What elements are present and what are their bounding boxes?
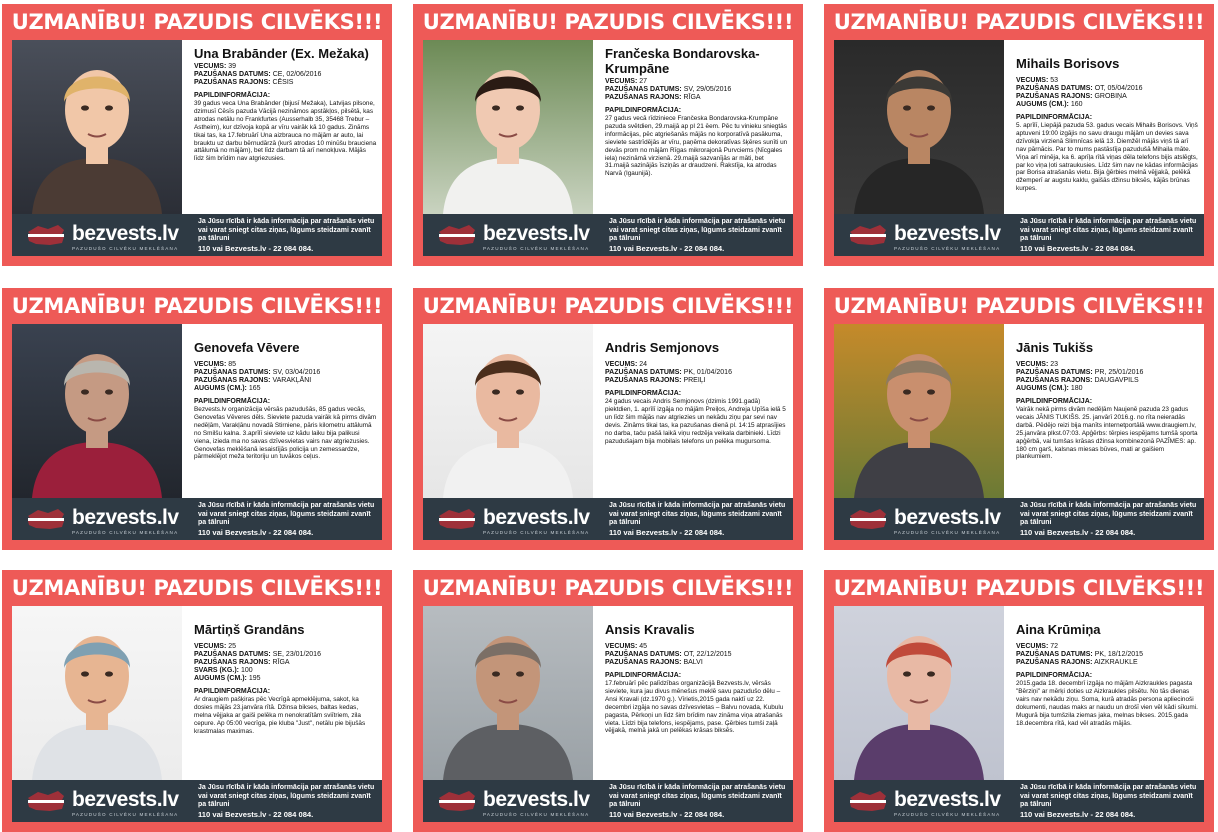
poster-headline: UZMANĪBU! PAZUDIS CILVĒKS!!! — [11, 576, 383, 600]
missing-person-photo — [12, 40, 182, 214]
age-line: VECUMS: 53 — [1016, 77, 1059, 84]
date-line: PAZUŠANAS DATUMS: CE, 02/06/2016 — [194, 71, 322, 78]
contact-phone[interactable]: 110 vai Bezvests.lv - 22 084 084. — [609, 243, 725, 253]
missing-person-photo — [834, 324, 1004, 498]
district-line: PAZUŠANAS RAJONS: RĪGA — [194, 659, 290, 666]
age-line: VECUMS: 27 — [605, 78, 648, 85]
missing-person-poster[interactable] — [2, 288, 392, 550]
brand-name: bezvests.lv — [894, 788, 1001, 811]
poster-footer — [834, 780, 1204, 822]
woman-dark-hair-portrait-icon — [423, 40, 593, 214]
latvia-flag-icon — [437, 224, 477, 246]
poster-headline: UZMANĪBU! PAZUDIS CILVĒKS!!! — [833, 10, 1205, 34]
date-line: PAZUŠANAS DATUMS: SV, 29/05/2016 — [605, 86, 732, 93]
woman-blonde-portrait-icon — [12, 40, 182, 214]
poster-body — [834, 324, 1204, 540]
missing-person-poster[interactable] — [824, 570, 1214, 832]
person-description: Vairāk nekā pirms divām nedēļām Naujenē pazuda 23 gadus vecais JĀNIS TUKIŠS. 25. janvārī 2016.g. no rīta neieradās darbā. Pēdējo reizi bija manīts internetportālā www.draugiem.lv, 25.janvāra plkst.07:03. Apģērbs: tērpies iespējams tumšā sporta apģērbā, vai tumšas krāsas džinsa kombinezonā PAZĪMES: ap. 180 cm garš, kalsnas miesas būves, mati ar gaišiem plankumiem. — [1016, 406, 1198, 461]
info-heading: PAPILDINFORMĀCIJA: — [605, 672, 682, 679]
brand-tagline: PAZUDUŠO CILVĒKU MEKLĒŠANA — [894, 812, 1001, 817]
weight-line: SVARS (KG.): 100 — [194, 667, 253, 674]
missing-person-poster[interactable] — [413, 288, 803, 550]
latvia-flag-icon — [26, 508, 66, 530]
bezvests-logo[interactable] — [844, 786, 1014, 820]
missing-person-photo — [423, 40, 593, 214]
contact-info — [198, 502, 378, 537]
district-line: PAZUŠANAS RAJONS: DAUGAVPILS — [1016, 377, 1139, 384]
date-line: PAZUŠANAS DATUMS: PR, 25/01/2016 — [1016, 369, 1144, 376]
brand-tagline: PAZUDUŠO CILVĒKU MEKLĒŠANA — [72, 530, 179, 535]
person-description: Ar draugiem pašķiras pēc Vecrīgā apmeklējuma, sakot, ka dosies mājās 23.janvāra rītā. Džinsa bikses, baltas kedas, melna vējjaka ar gaiši pelēka m nenokratītām sviītriem, zila cepure. Ap 05:00 vecrīga, pie kluba "Just", netālu pie bijušās krastmalas maximas. — [194, 696, 366, 735]
brand-tagline: PAZUDUŠO CILVĒKU MEKLĒŠANA — [483, 246, 590, 251]
bezvests-logo[interactable] — [433, 786, 603, 820]
elderly-woman-portrait-icon — [12, 324, 182, 498]
bezvests-logo[interactable] — [433, 504, 603, 538]
person-info — [595, 606, 791, 780]
contact-phone[interactable]: 110 vai Bezvests.lv - 22 084 084. — [609, 527, 725, 537]
date-line: PAZUŠANAS DATUMS: OT, 22/12/2015 — [605, 651, 732, 658]
poster-footer — [12, 780, 382, 822]
contact-text: Ja Jūsu rīcībā ir kāda informācija par atrašanās vietu vai varat sniegt citas ziņas, lūgums steidzami zvanīt pa tālruni — [609, 784, 786, 809]
info-heading: PAPILDINFORMĀCIJA: — [194, 398, 271, 405]
person-description: 17.februārī pēc palīdzības organizācijā Bezvests.lv, vērsās sieviete, kura jau divus mēnešus meklē savu pazudušo dēlu – Ansi Kravali (dz.1970 g.). Vīrietis,2015 gada naktī uz 22. decembri izgāja no savas dzīvesvietas – Balvu novada, Kubulu pagasta, Pērkoņi un līdz šim brīdim nav zināma viņa atrašanās vieta. Līdzi bija telefons, iespējams, pase. Ģērbies tumši zaļā vējjakā, melnā jakā un pelēkas krāsas biksēs. — [605, 680, 784, 735]
person-description: 24 gadus vecais Andris Semjonovs (dzimis 1991.gadā) piektdien, 1. aprīlī izgāja no mājām Preiļos, Andreja Upīša ielā 5 un līdz šim mājās nav atgriezies un nekādu ziņu par sevi nav devis. Zināms tikai tas, ka pazušanas dienā pl. 14:15 atprasījies no darba, taču pašā laikā viņu redzēja veikala darbinieki. Līdzi pazudušajam bija mobilais telefons un pelēka mugursoma. — [605, 398, 786, 445]
person-description: 27 gadus vecā rīdziniece Frančeska Bondarovska-Krumpāne pazuda svētdien, 29.maijā ap pl 21 ēem. Pēc tu vinieku sniegtās informācijas, pēc atgriešanās mājās no korporatīvā pasākuma, sieviete sastrīdējās ar vīru, paņēma dekoratīvas šķēres sunīti un devās prom no mājām Rīgas mikrorajonā Purvciems (Nīcgales iela) nezināmā virzienā. 29.maijā sazvanījās ar māti, bet 31.maijā sazinājās īsziņās ar draudzeni. Rakstīja, ka atrodas Narvā (Igaunijā). — [605, 115, 788, 178]
info-heading: PAPILDINFORMĀCIJA: — [605, 390, 682, 397]
contact-phone[interactable]: 110 vai Bezvests.lv - 22 084 084. — [198, 243, 314, 253]
brand-tagline: PAZUDUŠO CILVĒKU MEKLĒŠANA — [483, 530, 590, 535]
person-info — [184, 324, 380, 498]
district-line: PAZUŠANAS RAJONS: CĒSIS — [194, 79, 294, 86]
contact-text: Ja Jūsu rīcībā ir kāda informācija par atrašanās vietu vai varat sniegt citas ziņas, lūgums steidzami zvanīt pa tālruni — [198, 784, 375, 809]
person-info — [184, 606, 380, 780]
contact-info — [609, 502, 789, 537]
latvia-flag-icon — [26, 790, 66, 812]
district-line: PAZUŠANAS RAJONS: VARAKĻĀNI — [194, 377, 312, 384]
latvia-flag-icon — [437, 790, 477, 812]
brand-name: bezvests.lv — [894, 506, 1001, 529]
missing-person-poster[interactable] — [824, 4, 1214, 266]
missing-person-photo — [423, 606, 593, 780]
person-name: Aina Krūmiņa — [1016, 622, 1101, 637]
latvia-flag-icon — [848, 508, 888, 530]
age-line: VECUMS: 45 — [605, 643, 648, 650]
poster-body — [834, 606, 1204, 822]
latvia-flag-icon — [848, 224, 888, 246]
date-line: PAZUŠANAS DATUMS: SV, 03/04/2016 — [194, 369, 321, 376]
contact-text: Ja Jūsu rīcībā ir kāda informācija par atrašanās vietu vai varat sniegt citas ziņas, lūgums steidzami zvanīt pa tālruni — [198, 502, 375, 527]
brand-name: bezvests.lv — [72, 222, 179, 245]
age-line: VECUMS: 72 — [1016, 643, 1059, 650]
missing-person-photo — [12, 324, 182, 498]
contact-info — [1020, 784, 1200, 819]
age-line: VECUMS: 25 — [194, 643, 237, 650]
brand-name: bezvests.lv — [894, 222, 1001, 245]
date-line: PAZUŠANAS DATUMS: PK, 18/12/2015 — [1016, 651, 1143, 658]
info-heading: PAPILDINFORMĀCIJA: — [1016, 114, 1093, 121]
poster-headline: UZMANĪBU! PAZUDIS CILVĒKS!!! — [11, 294, 383, 318]
latvia-flag-icon — [26, 224, 66, 246]
contact-text: Ja Jūsu rīcībā ir kāda informācija par atrašanās vietu vai varat sniegt citas ziņas, lūgums steidzami zvanīt pa tālruni — [1020, 218, 1197, 243]
district-line: PAZUŠANAS RAJONS: BALVI — [605, 659, 703, 666]
bezvests-logo[interactable] — [22, 786, 192, 820]
poster-footer — [12, 498, 382, 540]
poster-headline: UZMANĪBU! PAZUDIS CILVĒKS!!! — [422, 294, 794, 318]
brand-name: bezvests.lv — [72, 506, 179, 529]
poster-footer — [834, 214, 1204, 256]
missing-person-photo — [12, 606, 182, 780]
contact-info — [1020, 218, 1200, 253]
man-beanie-portrait-icon — [12, 606, 182, 780]
age-line: VECUMS: 23 — [1016, 361, 1059, 368]
contact-info — [609, 784, 789, 819]
missing-person-poster[interactable] — [2, 4, 392, 266]
brand-name: bezvests.lv — [72, 788, 179, 811]
latvia-flag-icon — [848, 790, 888, 812]
contact-phone[interactable]: 110 vai Bezvests.lv - 22 084 084. — [1020, 809, 1136, 819]
person-name: Genovefa Vēvere — [194, 340, 300, 355]
bezvests-logo[interactable] — [22, 220, 192, 254]
missing-person-poster[interactable] — [413, 4, 803, 266]
height-line: AUGUMS (CM.): 160 — [1016, 101, 1083, 108]
contact-phone[interactable]: 110 vai Bezvests.lv - 22 084 084. — [1020, 527, 1136, 537]
brand-name: bezvests.lv — [483, 506, 590, 529]
contact-text: Ja Jūsu rīcībā ir kāda informācija par atrašanās vietu vai varat sniegt citas ziņas, lūgums steidzami zvanīt pa tālruni — [198, 218, 375, 243]
age-line: VECUMS: 39 — [194, 63, 237, 70]
bezvests-logo[interactable] — [433, 220, 603, 254]
height-line: AUGUMS (CM.): 195 — [194, 675, 261, 682]
missing-person-poster[interactable] — [824, 288, 1214, 550]
person-name: Una Brabānder (Ex. Mežaka) — [194, 46, 369, 61]
person-name: Frančeska Bondarovska-Krumpāne — [605, 46, 760, 76]
contact-text: Ja Jūsu rīcībā ir kāda informācija par atrašanās vietu vai varat sniegt citas ziņas, lūgums steidzami zvanīt pa tālruni — [1020, 502, 1197, 527]
poster-body — [834, 40, 1204, 256]
poster-body — [423, 40, 793, 256]
poster-body — [12, 606, 382, 822]
person-name: Mihails Borisovs — [1016, 56, 1120, 71]
info-heading: PAPILDINFORMĀCIJA: — [194, 688, 271, 695]
brand-tagline: PAZUDUŠO CILVĒKU MEKLĒŠANA — [894, 530, 1001, 535]
person-description: Bezvests.lv organizācija vērsās pazudušās, 85 gadus vecās, Genovefas Vēveres dēls. Sieviete pazuda vairāk kā pirms divām nedēļām, Varakļānu novadā Stirniene, pāris kilometru attālumā no Smilšu kalna. 3.aprīlī sieviete uz kādu laiku bija palikusi viena, izieda ma no savas dzīvesvietas vairs nav atgriezusies. Genovefas meklēšanā iesaistījās policija un zemessardze, pārmeklējot meža teritoriju un tuvākos ceļus. — [194, 406, 377, 461]
district-line: PAZUŠANAS RAJONS: GROBIŅA — [1016, 93, 1127, 100]
date-line: PAZUŠANAS DATUMS: SE, 23/01/2016 — [194, 651, 321, 658]
poster-headline: UZMANĪBU! PAZUDIS CILVĒKS!!! — [422, 10, 794, 34]
person-name: Jānis Tukišs — [1016, 340, 1094, 355]
missing-person-photo — [423, 324, 593, 498]
person-name: Ansis Kravalis — [605, 622, 695, 637]
poster-footer — [834, 498, 1204, 540]
missing-person-poster[interactable] — [413, 570, 803, 832]
young-man-portrait-icon — [423, 324, 593, 498]
person-info — [1006, 324, 1202, 498]
elderly-woman-red-hair-portrait-icon — [834, 606, 1004, 780]
person-info — [1006, 40, 1202, 214]
man-cap-portrait-icon — [834, 40, 1004, 214]
poster-headline: UZMANĪBU! PAZUDIS CILVĒKS!!! — [833, 576, 1205, 600]
age-line: VECUMS: 85 — [194, 361, 237, 368]
person-description: 39 gadus veca Una Brabānder (bijusī Mežaka), Latvijas pilsone, dzimusī Cēsīs pazuda Vācijā nezināmos apstākļos, pilsētā, kas atrodas netālu no Frankfurtes (Ausserhalb 35, 35468 Trebur – Astheim), kur dzīvoja kopā ar vīru vairāk kā 10 gadus. Zināms tikai tas, ka 17.februārī Una aizbrauca no mājām ar auto, lai brauktu uz darbu bērnudārzā (kurš atrodas 10 minūšu brauciena attālumā no mājām), bet līdz darbam tā arī nenokļuva. Mājās līdz šim brīdim nav atgriezusies. — [194, 100, 377, 163]
contact-info — [1020, 502, 1200, 537]
district-line: PAZUŠANAS RAJONS: AIZKRAUKLE — [1016, 659, 1138, 666]
latvia-flag-icon — [437, 508, 477, 530]
person-name: Andris Semjonovs — [605, 340, 720, 355]
poster-body — [423, 606, 793, 822]
person-name: Mārtiņš Grandāns — [194, 622, 305, 637]
height-line: AUGUMS (CM.): 180 — [1016, 385, 1083, 392]
person-info — [184, 40, 380, 214]
poster-headline: UZMANĪBU! PAZUDIS CILVĒKS!!! — [11, 10, 383, 34]
missing-person-photo — [834, 606, 1004, 780]
brand-name: bezvests.lv — [483, 222, 590, 245]
district-line: PAZUŠANAS RAJONS: PREIĻI — [605, 377, 706, 384]
info-heading: PAPILDINFORMĀCIJA: — [605, 107, 682, 114]
info-heading: PAPILDINFORMĀCIJA: — [1016, 672, 1093, 679]
info-heading: PAPILDINFORMĀCIJA: — [194, 92, 271, 99]
poster-headline: UZMANĪBU! PAZUDIS CILVĒKS!!! — [833, 294, 1205, 318]
brand-tagline: PAZUDUŠO CILVĒKU MEKLĒŠANA — [483, 812, 590, 817]
bezvests-logo[interactable] — [22, 504, 192, 538]
brand-tagline: PAZUDUŠO CILVĒKU MEKLĒŠANA — [894, 246, 1001, 251]
height-line: AUGUMS (CM.): 165 — [194, 385, 261, 392]
bezvests-logo[interactable] — [844, 504, 1014, 538]
poster-body — [12, 324, 382, 540]
person-description: 5. aprīlī, Liepājā pazuda 53. gadus vecais Mihails Borisovs. Viņš aptuveni 19:00 izgājis no savu draugu mājām un devies sava dzīvokļa virzienā Slimnīcas ielā 13. Diemžēl mājās viņš tā arī nav pārnācis. Par to mums pastāstīja pazudušā Mihaila māte. Viņa arī minēja, ka 6. aprīļa rītā viņas dēla telefons bijis atslēgts, par ko viņa ļoti satraukusies. Līdz šim nav ne kādas informācijas par Borisa atrašanās vietu. Bija ģērbies melnā vējjakā, pelēkā džemperī ar augstu kaklu, gaišās džinsu biksēs, kājās brūnas kurpes. — [1016, 122, 1198, 193]
poster-headline: UZMANĪBU! PAZUDIS CILVĒKS!!! — [422, 576, 794, 600]
contact-phone[interactable]: 110 vai Bezvests.lv - 22 084 084. — [198, 527, 314, 537]
date-line: PAZUŠANAS DATUMS: PK, 01/04/2016 — [605, 369, 732, 376]
contact-phone[interactable]: 110 vai Bezvests.lv - 22 084 084. — [1020, 243, 1136, 253]
middle-aged-man-portrait-icon — [423, 606, 593, 780]
person-info — [595, 324, 791, 498]
contact-text: Ja Jūsu rīcībā ir kāda informācija par atrašanās vietu vai varat sniegt citas ziņas, lūgums steidzami zvanīt pa tālruni — [609, 218, 786, 243]
brand-tagline: PAZUDUŠO CILVĒKU MEKLĒŠANA — [72, 812, 179, 817]
contact-text: Ja Jūsu rīcībā ir kāda informācija par atrašanās vietu vai varat sniegt citas ziņas, lūgums steidzami zvanīt pa tālruni — [609, 502, 786, 527]
contact-info — [609, 218, 789, 253]
missing-person-poster[interactable] — [2, 570, 392, 832]
contact-info — [198, 784, 378, 819]
person-description: 2015.gada 18. decembrī izgāja no mājām Aizkraukles pagasta "Bērziņi" ar mērķi doties uz Aizkraukles pilsētu. No tās dienas vairs nav nekādu ziņu. Soma, kurā atradās persona apliecinoši dokumenti, naudas maks ar naudu un drošī vien vēl kādi sīkumi. Mugurā bija tumšzila ziemas jaka, melnas bikses. 2015.gada 18.decembra rītā, kad vēl atradās mājās. — [1016, 680, 1198, 727]
contact-phone[interactable]: 110 vai Bezvests.lv - 22 084 084. — [198, 809, 314, 819]
poster-footer — [423, 780, 793, 822]
brand-name: bezvests.lv — [483, 788, 590, 811]
contact-text: Ja Jūsu rīcībā ir kāda informācija par atrašanās vietu vai varat sniegt citas ziņas, lūgums steidzami zvanīt pa tālruni — [1020, 784, 1197, 809]
bezvests-logo[interactable] — [844, 220, 1014, 254]
contact-phone[interactable]: 110 vai Bezvests.lv - 22 084 084. — [609, 809, 725, 819]
date-line: PAZUŠANAS DATUMS: OT, 05/04/2016 — [1016, 85, 1143, 92]
person-info — [1006, 606, 1202, 780]
poster-footer — [12, 214, 382, 256]
poster-footer — [423, 498, 793, 540]
poster-body — [12, 40, 382, 256]
person-info — [595, 40, 791, 214]
young-man-outdoor-portrait-icon — [834, 324, 1004, 498]
missing-person-photo — [834, 40, 1004, 214]
age-line: VECUMS: 24 — [605, 361, 648, 368]
info-heading: PAPILDINFORMĀCIJA: — [1016, 398, 1093, 405]
district-line: PAZUŠANAS RAJONS: RĪGA — [605, 94, 701, 101]
poster-body — [423, 324, 793, 540]
poster-footer — [423, 214, 793, 256]
contact-info — [198, 218, 378, 253]
brand-tagline: PAZUDUŠO CILVĒKU MEKLĒŠANA — [72, 246, 179, 251]
